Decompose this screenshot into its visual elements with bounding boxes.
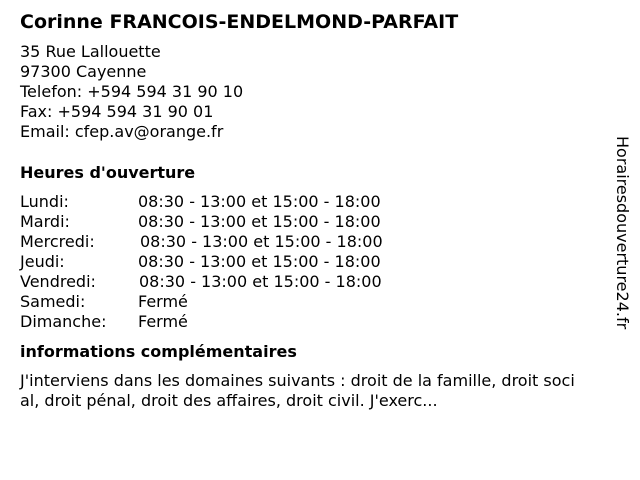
time-value: 08:30 - 13:00 et 15:00 - 18:00 [139, 272, 382, 291]
day-label: Dimanche: [20, 312, 107, 331]
hours-row-vendredi [20, 272, 595, 292]
time-value: 08:30 - 13:00 et 15:00 - 18:00 [140, 232, 383, 251]
day-label: Mardi: [20, 212, 70, 231]
info-heading: informations complémentaires [20, 342, 297, 361]
hours-row-jeudi [20, 252, 595, 272]
day-label: Samedi: [20, 292, 86, 311]
info-description: J'interviens dans les domaines suivants : droit de la famille, droit social, droit pénal, droit des affaires, droit civil. J'exerc... [20, 371, 575, 410]
time-value: 08:30 - 13:00 et 15:00 - 18:00 [138, 192, 381, 211]
time-value: Fermé [138, 312, 188, 331]
hours-row-mardi [20, 212, 595, 232]
business-card [20, 10, 595, 411]
phone-number: Telefon: +594 594 31 90 10 [20, 82, 244, 101]
hours-row-mercredi [20, 232, 595, 252]
contact-block [20, 42, 595, 142]
first-name: Corinne [20, 11, 103, 33]
day-label: Jeudi: [20, 252, 65, 271]
day-label: Mercredi: [20, 232, 95, 251]
day-label: Lundi: [20, 192, 69, 211]
hours-row-lundi [20, 192, 595, 212]
hours-row-samedi [20, 292, 595, 312]
hours-row-dimanche [20, 312, 595, 332]
site-watermark: Horairesdouverture24.fr [613, 136, 632, 330]
hours-heading: Heures d'ouverture [20, 163, 196, 182]
last-name: FRANCOIS-ENDELMOND-PARFAIT [109, 11, 459, 33]
business-name [20, 10, 595, 34]
time-value: Fermé [138, 292, 188, 311]
fax-number: Fax: +594 594 31 90 01 [20, 102, 214, 121]
street-address: 35 Rue Lallouette [20, 42, 161, 61]
time-value: 08:30 - 13:00 et 15:00 - 18:00 [138, 212, 381, 231]
day-label: Vendredi: [20, 272, 96, 291]
email-address: Email: cfep.av@orange.fr [20, 122, 224, 141]
city-address: 97300 Cayenne [20, 62, 147, 81]
time-value: 08:30 - 13:00 et 15:00 - 18:00 [138, 252, 381, 271]
opening-hours-table [20, 192, 595, 332]
